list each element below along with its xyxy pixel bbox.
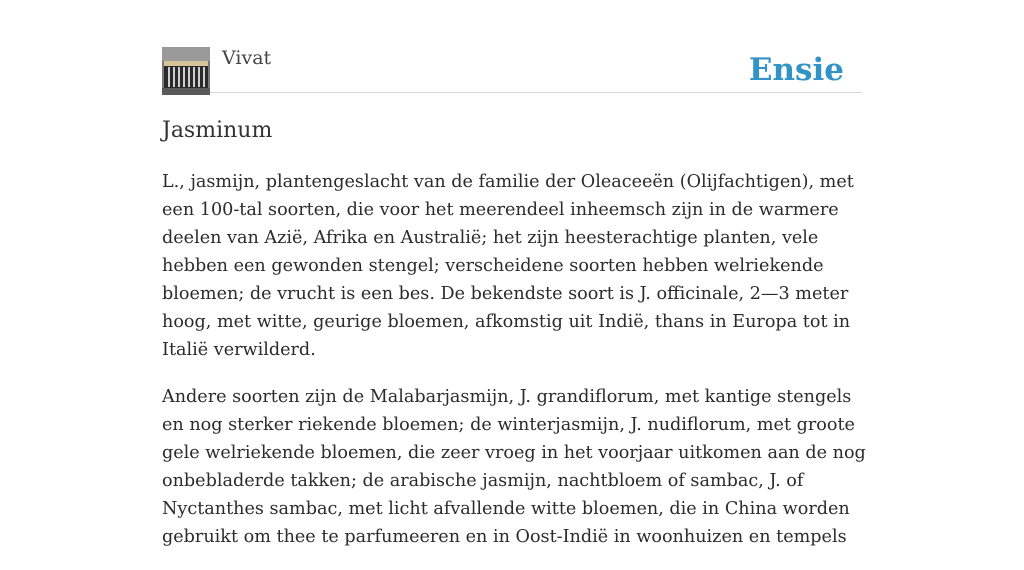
header bbox=[162, 46, 862, 93]
avatar[interactable] bbox=[162, 47, 210, 95]
article-body bbox=[162, 168, 867, 570]
author-name[interactable]: Vivat bbox=[222, 47, 272, 69]
article-paragraph: L., jasmijn, plantengeslacht van de familie der Oleaceeën (Olijfachtigen), met een 100-tal soorten, die voor het meerendeel inheemsch zijn in de warmere deelen van Azië, Afrika en Australië; het zijn heesterachtige planten, vele hebben een gewonden stengel; verscheidene soorten hebben welriekende bloemen; de vrucht is een bes. De bekendste soort is J. officinale, 2—3 meter hoog, met witte, geurige bloemen, afkomstig uit Indië, thans in Europa tot in Italië verwilderd. bbox=[162, 172, 854, 360]
site-logo[interactable]: Ensie bbox=[748, 52, 844, 88]
article-title: Jasminum bbox=[162, 118, 273, 143]
avatar-image bbox=[162, 47, 210, 95]
article-paragraph: Andere soorten zijn de Malabarjasmijn, J. grandiflorum, met kantige stengels en nog sterker riekende bloemen; de winterjasmijn, J. nudiflorum, met groote gele welriekende bloemen, die zeer vroeg in het voorjaar uitkomen aan de nog onbebladerde takken; de arabische jasmijn, nachtbloem of sambac, J. of Nyctanthes sambac, met licht afvallende witte bloemen, die in China worden gebruikt om thee te parfumeeren en in Oost-Indië in woonhuizen en tempels bbox=[162, 387, 866, 547]
